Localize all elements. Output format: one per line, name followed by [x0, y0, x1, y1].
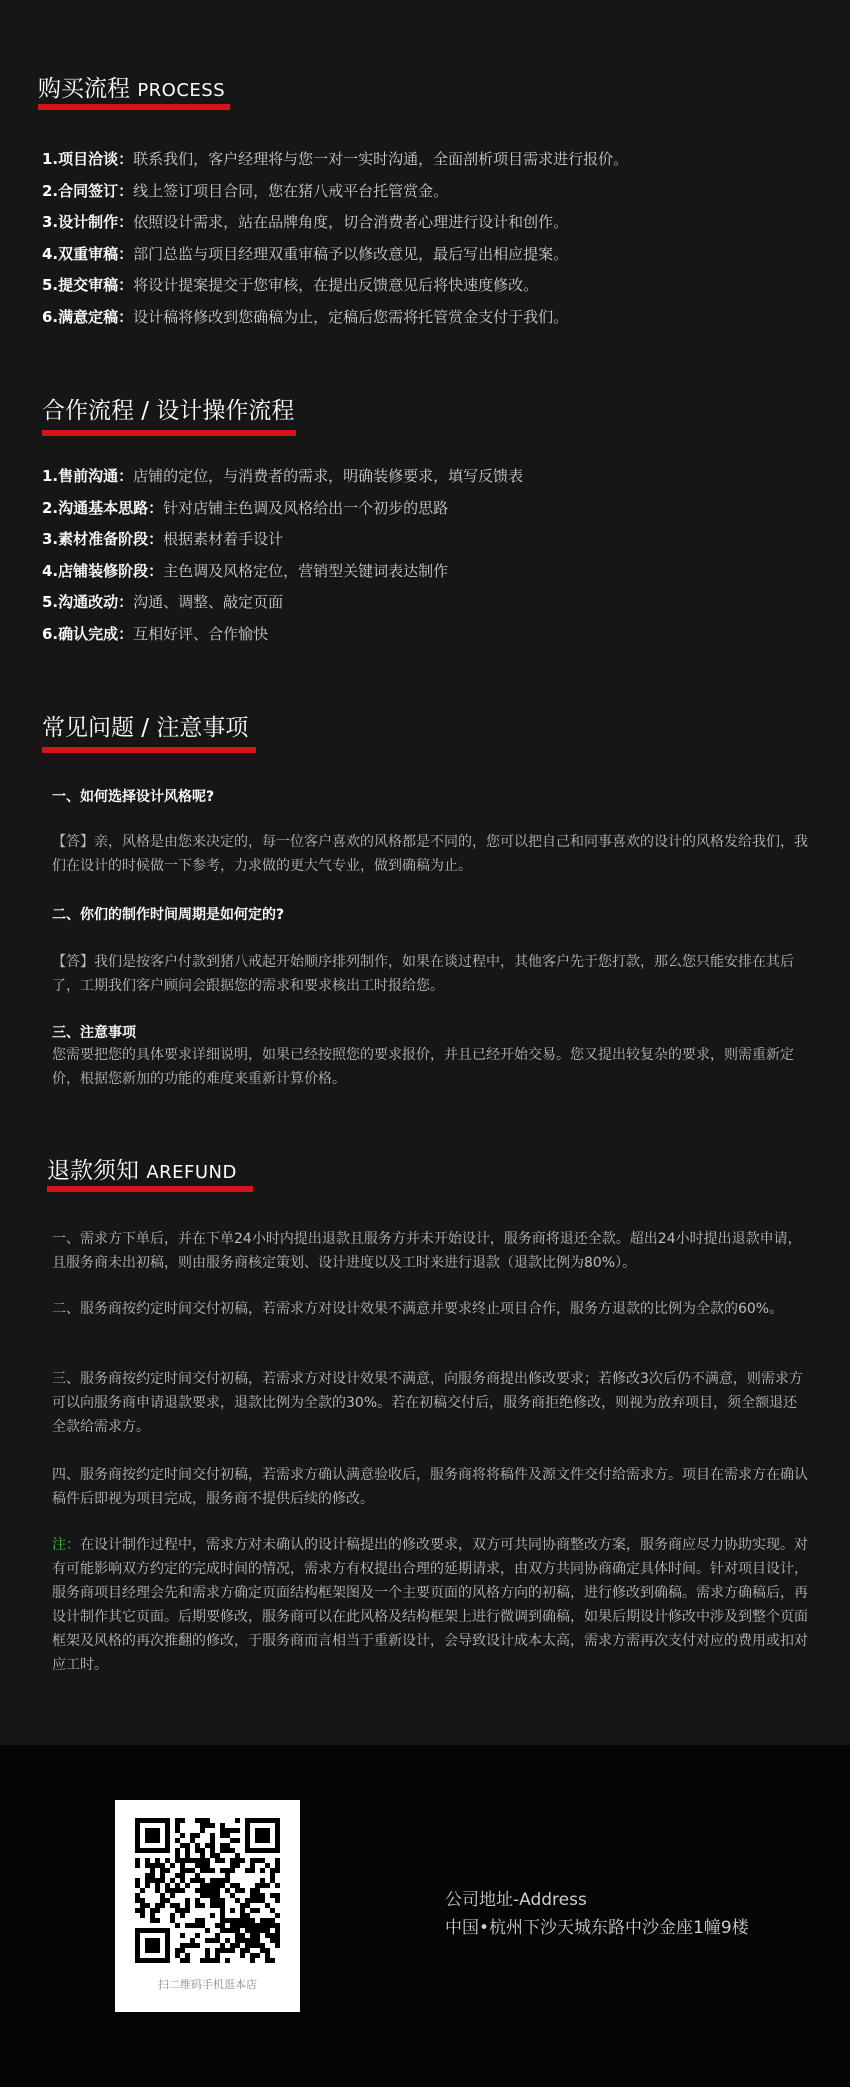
refund-title-en: AREFUND	[146, 1162, 237, 1183]
list-item-key: 3.素材准备阶段：	[42, 530, 164, 548]
refund-paragraph-1: 一、需求方下单后，并在下单24小时内提出退款且服务方并未开始设计，服务商将退还全款。超出24小时提出退款申请，且服务商未出初稿，则由服务商核定策划、设计进度以及工时来进行退款（退款比例为80%）。	[52, 1231, 802, 1271]
faq-title-underline	[42, 747, 256, 753]
list-item	[42, 306, 568, 327]
list-item-text: 针对店铺主色调及风格给出一个初步的思路	[163, 498, 449, 517]
list-item	[42, 465, 523, 486]
list-item-text: 依照设计需求，站在品牌角度，切合消费者心理进行设计和创作。	[133, 213, 569, 231]
process-title	[38, 70, 225, 103]
process-title-underline	[38, 104, 230, 110]
cooperation-title: 合作流程 / 设计操作流程	[42, 398, 295, 424]
refund-paragraph-2: 二、服务商按约定时间交付初稿，若需求方对设计效果不满意并要求终止项目合作，服务方退款的比例为全款的60%。	[52, 1301, 784, 1317]
address-value: 中国•杭州下沙天城东路中沙金座1幢9楼	[445, 1918, 749, 1938]
list-item-key: 1.售前沟通：	[42, 467, 134, 485]
list-item-text: 主色调及风格定位，营销型关键词表达制作	[163, 561, 449, 580]
list-item	[42, 591, 283, 612]
process-title-en: PROCESS	[137, 80, 226, 101]
refund-title	[47, 1152, 237, 1185]
faq-answer-3: 您需要把您的具体要求详细说明，如果已经按照您的要求报价，并且已经开始交易。您又提出较复杂的要求，则需重新定价，根据您新加的功能的难度来重新计算价格。	[52, 1047, 794, 1087]
list-item-key: 6.确认完成：	[42, 624, 134, 643]
faq-question-1: 一、如何选择设计风格呢?	[52, 789, 215, 805]
list-item-key: 2.合同签订：	[42, 181, 134, 200]
list-item-key: 3.设计制作：	[42, 213, 134, 231]
list-item-text: 根据素材着手设计	[163, 530, 284, 548]
list-item	[42, 274, 538, 295]
list-item-key: 6.满意定稿：	[42, 307, 134, 326]
list-item-text: 互相好评、合作愉快	[133, 624, 269, 643]
refund-paragraph-4: 四、服务商按约定时间交付初稿，若需求方确认满意验收后，服务商将将稿件及源文件交付给需求方。项目在需求方在确认稿件后即视为项目完成，服务商不提供后续的修改。	[52, 1467, 808, 1507]
faq-answer-1: 【答】亲，风格是由您来决定的，每一位客户喜欢的风格都是不同的，您可以把自己和同事喜欢的设计的风格发给我们，我们在设计的时候做一下参考，力求做的更大气专业，做到确稿为止。	[52, 834, 808, 874]
list-item	[42, 148, 628, 169]
list-item	[42, 623, 268, 644]
list-item-text: 设计稿将修改到您确稿为止，定稿后您需将托管赏金支付于我们。	[133, 307, 569, 326]
faq-question-3: 三、注意事项	[52, 1025, 136, 1041]
list-item	[42, 211, 568, 232]
list-item-text: 联系我们，客户经理将与您一对一实时沟通，全面剖析项目需求进行报价。	[133, 150, 629, 168]
refund-title-cn: 退款须知	[47, 1158, 139, 1184]
list-item-key: 2.沟通基本思路：	[42, 498, 164, 517]
list-item-key: 4.双重审稿：	[42, 244, 134, 263]
refund-title-underline	[47, 1186, 253, 1192]
list-item-key: 4.店铺装修阶段：	[42, 561, 164, 580]
refund-paragraph-3: 三、服务商按约定时间交付初稿，若需求方对设计效果不满意，向服务商提出修改要求；若修改3次后仍不满意，则需求方可以向服务商申请退款要求，退款比例为全款的30%。若在初稿交付后，服务商拒绝修改，则视为放弃项目，须全额退还全款给需求方。	[52, 1371, 803, 1435]
faq-title: 常见问题 / 注意事项	[42, 715, 249, 741]
list-item-key: 5.提交审稿：	[42, 276, 134, 294]
list-item-text: 部门总监与项目经理双重审稿予以修改意见，最后写出相应提案。	[133, 244, 569, 263]
list-item-key: 5.沟通改动：	[42, 593, 134, 611]
address-label: 公司地址-Address	[445, 1890, 587, 1910]
refund-note	[52, 1533, 810, 1677]
list-item	[42, 497, 448, 518]
list-item	[42, 560, 448, 581]
list-item-text: 将设计提案提交于您审核，在提出反馈意见后将快速度修改。	[133, 276, 539, 294]
qr-caption: 扫二维码手机逛本店	[158, 1978, 257, 1991]
faq-question-2: 二、你们的制作时间周期是如何定的?	[52, 907, 285, 923]
refund-note-text: 在设计制作过程中，需求方对未确认的设计稿提出的修改要求，双方可共同协商整改方案，服务商应尽力协助实现。对有可能影响双方约定的完成时间的情况，需求方有权提出合理的延期请求，由双方共同协商确定具体时间。针对项目设计，服务商项目经理会先和需求方确定页面结构框架图及一个主要页面的风格方向的初稿，进行修改到确稿。需求方确稿后，再设计制作其它页面。后期要修改，服务商可以在此风格及结构框架上进行微调到确稿，如果后期设计修改中涉及到整个页面框架及风格的再次推翻的修改，于服务商而言相当于重新设计，会导致设计成本太高，需求方需再次支付对应的费用或扣对应工时。	[52, 1537, 808, 1673]
list-item	[42, 180, 448, 201]
qr-code-icon	[135, 1818, 280, 1963]
list-item-key: 1.项目洽谈：	[42, 150, 134, 168]
refund-note-label: 注：	[52, 1537, 80, 1553]
faq-answer-2: 【答】我们是按客户付款到猪八戒起开始顺序排列制作，如果在谈过程中，其他客户先于您打款，那么您只能安排在其后了，工期我们客户顾问会跟据您的需求和要求核出工时报给您。	[52, 954, 794, 994]
process-title-cn: 购买流程	[38, 76, 130, 102]
list-item	[42, 528, 283, 549]
list-item-text: 沟通、调整、敲定页面	[133, 593, 284, 611]
list-item-text: 线上签订项目合同，您在猪八戒平台托管赏金。	[133, 181, 449, 200]
qr-code-card[interactable]	[115, 1800, 300, 2012]
list-item-text: 店铺的定位，与消费者的需求，明确装修要求，填写反馈表	[133, 467, 524, 485]
cooperation-title-underline	[42, 430, 296, 436]
list-item	[42, 243, 568, 264]
